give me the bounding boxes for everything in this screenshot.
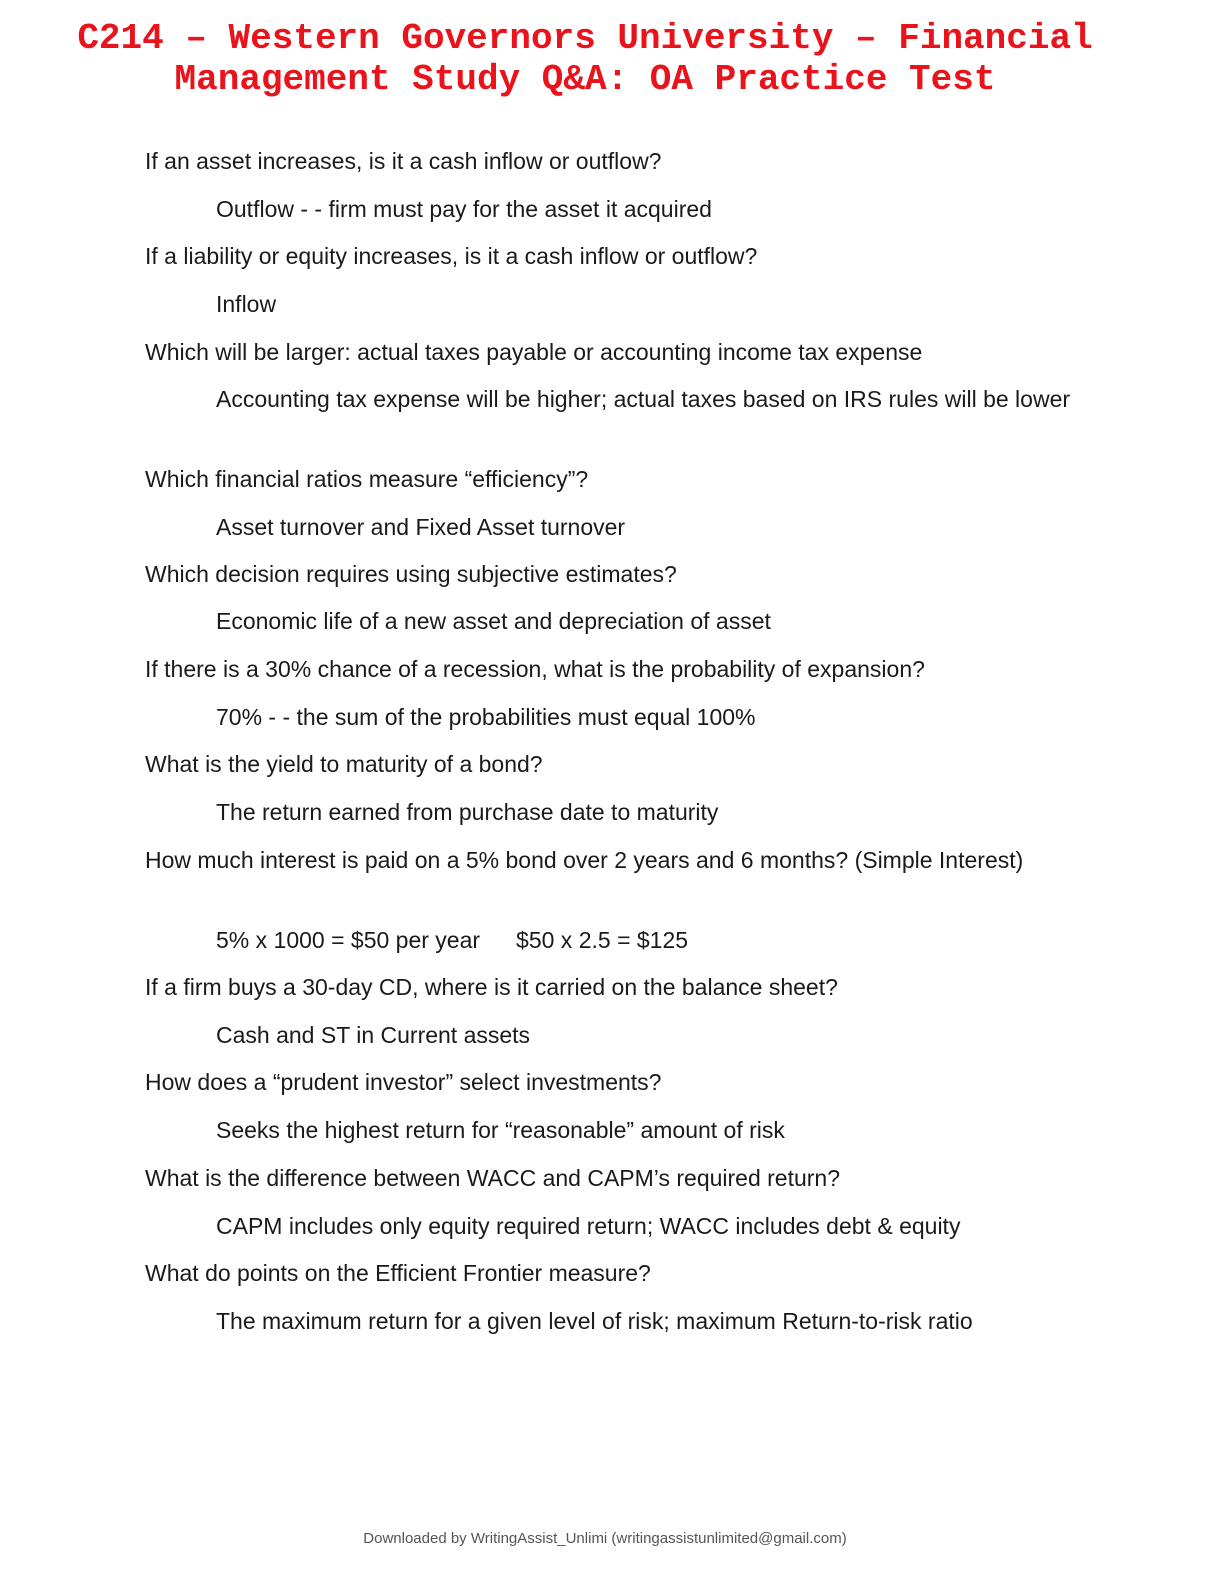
question-2: If a liability or equity increases, is it a cash inflow or outflow? <box>145 243 758 269</box>
question-6: If there is a 30% chance of a recession, what is the probability of expansion? <box>145 656 925 682</box>
question-5: Which decision requires using subjective estimates? <box>145 561 677 587</box>
answer-2: Inflow <box>216 291 277 317</box>
answer-12: The maximum return for a given level of risk; maximum Return-to-risk ratio <box>216 1308 973 1334</box>
answer-7: The return earned from purchase date to maturity <box>216 799 719 825</box>
question-8: How much interest is paid on a 5% bond over 2 years and 6 months? (Simple Interest) <box>145 847 1024 873</box>
question-10: How does a “prudent investor” select investments? <box>145 1069 662 1095</box>
question-7: What is the yield to maturity of a bond? <box>145 751 543 777</box>
title-line-2: Management Study Q&A: OA Practice Test <box>174 59 996 100</box>
answer-10: Seeks the highest return for “reasonable” amount of risk <box>216 1117 785 1143</box>
question-11: What is the difference between WACC and CAPM’s required return? <box>145 1165 841 1191</box>
answer-1: Outflow - - firm must pay for the asset it acquired <box>216 196 712 222</box>
answer-5: Economic life of a new asset and depreciation of asset <box>216 608 771 634</box>
answer-11: CAPM includes only equity required return; WACC includes debt & equity <box>216 1213 961 1239</box>
answer-8-part-1: 5% x 1000 = $50 per year <box>216 927 481 953</box>
question-1: If an asset increases, is it a cash inflow or outflow? <box>145 148 662 174</box>
question-12: What do points on the Efficient Frontier measure? <box>145 1260 651 1286</box>
download-footer: Downloaded by WritingAssist_Unlimi (writingassistunlimited@gmail.com) <box>363 1530 847 1547</box>
answer-6: 70% - - the sum of the probabilities must equal 100% <box>216 704 756 730</box>
answer-3: Accounting tax expense will be higher; actual taxes based on IRS rules will be lower <box>216 386 1071 412</box>
answer-8-part-2: $50 x 2.5 = $125 <box>516 927 689 953</box>
answer-4: Asset turnover and Fixed Asset turnover <box>216 514 626 540</box>
answer-9: Cash and ST in Current assets <box>216 1022 531 1048</box>
title-line-1: C214 – Western Governors University – Financial <box>77 18 1093 59</box>
question-9: If a firm buys a 30-day CD, where is it carried on the balance sheet? <box>145 974 838 1000</box>
question-4: Which financial ratios measure “efficiency”? <box>145 466 589 492</box>
question-3: Which will be larger: actual taxes payable or accounting income tax expense <box>145 339 923 365</box>
answer-8 <box>216 924 1086 956</box>
